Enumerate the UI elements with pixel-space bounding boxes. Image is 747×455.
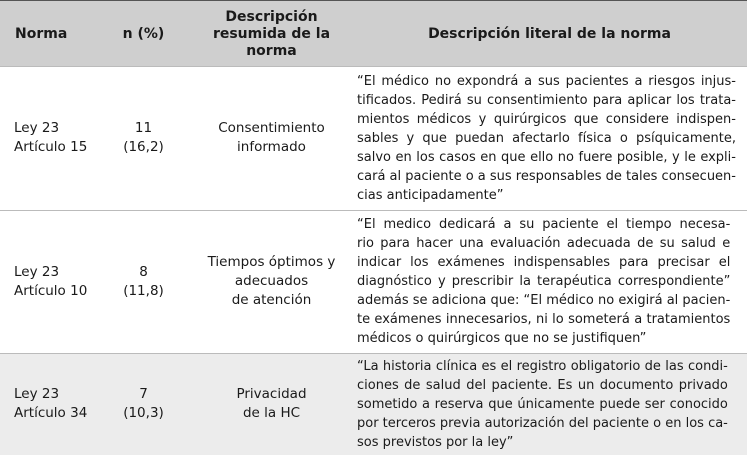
descripcion-literal-cell: “El medico dedicará a su paciente el tiempo necesa- rio para hacer una evaluación adecuada de su salud e indicar los exámenes indispensables para precisar el diagnóstico y prescribir la terapéutica correspondiente” además se adiciona que: “El médico no exigirá al pacien- te exámenes innecesarios, ni lo someterá a tratamientos médicos o quirúrgicos que no se justifiquen”	[357, 217, 731, 346]
n-percent-cell: 7 (10,3)	[123, 386, 164, 421]
header-descripcion-resumida: Descripción resumida de la norma	[212, 8, 331, 59]
table-row	[0, 66, 747, 210]
table-row	[0, 210, 747, 353]
header-descripcion-literal: Descripción literal de la norma	[428, 25, 671, 42]
norma-cell: Ley 23 Artículo 10	[14, 263, 88, 299]
norma-cell: Ley 23 Artículo 15	[14, 120, 88, 155]
descripcion-literal-cell: “La historia clínica es el registro obligatorio de las condi- ciones de salud del paciente. Es un documento privado sometido a reserva que únicamente puede ser conocido por terceros previa autorización del paciente o en los ca- sos previstos por la ley”	[357, 358, 728, 450]
header-n-percent: n (%)	[122, 25, 165, 42]
table-row	[0, 353, 747, 455]
descripcion-resumida-cell: Privacidad de la HC	[236, 386, 307, 421]
header-norma: Norma	[15, 25, 68, 42]
n-percent-cell: 8 (11,8)	[123, 263, 164, 299]
row-divider	[0, 353, 747, 354]
n-percent-cell: 11 (16,2)	[123, 120, 164, 155]
descripcion-resumida-cell: Tiempos óptimos y adecuados de atención	[207, 254, 336, 308]
row-divider	[0, 210, 747, 211]
row-divider	[0, 66, 747, 67]
descripcion-resumida-cell: Consentimiento informado	[218, 120, 325, 155]
table-header	[0, 0, 747, 66]
descripcion-literal-cell: “El médico no expondrá a sus pacientes a riesgos injus- tificados. Pedirá su consentimiento para aplicar los trata- mientos médicos y quirúrgicos que considere indispen- sables y que puedan afectarlo física o psíquicamente, salvo en los casos en que ello no fuere posible, y le expli- cará al paciente o a sus responsables de tales consecuen- cias anticipadamente”	[357, 73, 736, 203]
norma-cell: Ley 23 Artículo 34	[14, 386, 88, 421]
